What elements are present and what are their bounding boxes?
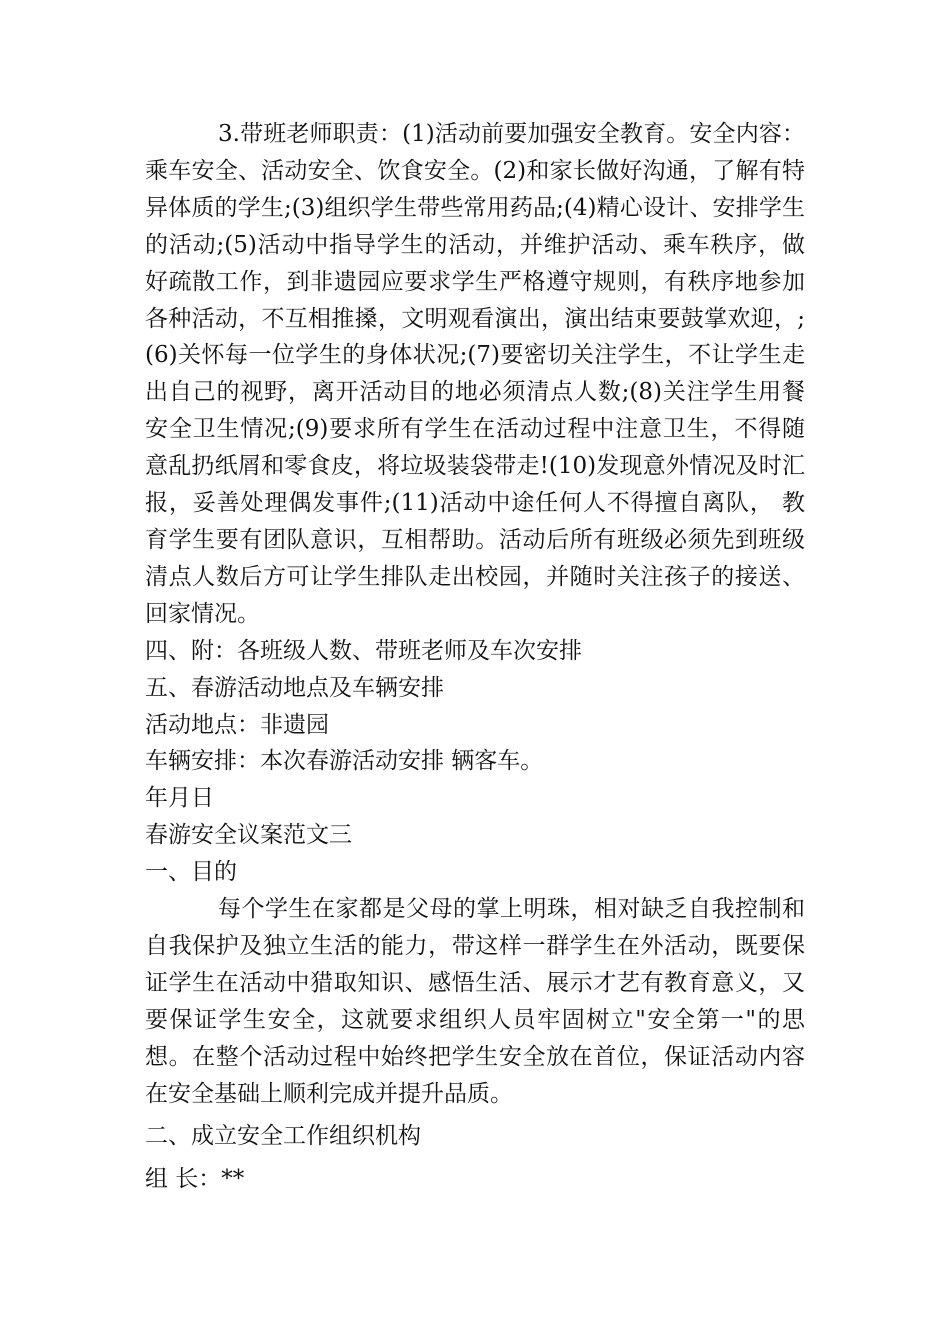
purpose-heading: 一、目的 — [145, 859, 237, 886]
team-leader-line: 组 长：** — [145, 1166, 245, 1193]
teacher-duties-paragraph: 3.带班老师职责：(1)活动前要加强安全教育。安全内容：乘车安全、活动安全、饮食安全。(2)和家长做好沟通，了解有特异体质的学生;(3)组织学生带些常用药品;(4)精心设计、安排学生的活动;(5)活动中指导学生的活动，并维护活动、乘车秩序，做好疏散工作，到非遗园应要求学生严格遵守规则，有秩序地参加各种活动，不互相推搡，文明观看演出，演出结束要鼓掌欢迎，;(6)关怀每一位学生的身体状况;(7)要密切关注学生，不让学生走出自己的视野，离开活动目的地必须清点人数;(8)关注学生用餐安全卫生情况;(9)要求所有学生在活动过程中注意卫生，不得随意乱扔纸屑和零食皮，将垃圾装袋带走!(10)发现意外情况及时汇报，妥善处理偶发事件;(11)活动中途任何人不得擅自离队， 教育学生要有团队意识，互相帮助。活动后所有班级必须先到班级清点人数后方可让学生排队走出校园，并随时关注孩子的接送、回家情况。 — [145, 121, 805, 627]
document-three-title: 春游安全议案范文三 — [145, 822, 352, 849]
section-four-heading: 四、附：各班级人数、带班老师及车次安排 — [145, 637, 582, 664]
activity-location-line: 活动地点：非遗园 — [145, 711, 329, 738]
organization-heading: 二、成立安全工作组织机构 — [145, 1123, 421, 1150]
section-five-heading: 五、春游活动地点及车辆安排 — [145, 674, 444, 701]
date-line: 年月日 — [145, 785, 214, 812]
purpose-paragraph: 每个学生在家都是父母的掌上明珠，相对缺乏自我控制和自我保护及独立生活的能力，带这样一群学生在外活动，既要保证学生在活动中猎取知识、感悟生活、展示才艺有教育意义，又要保证学生安全，这就要求组织人员牢固树立"安全第一"的思想。在整个活动过程中始终把学生安全放在首位，保证活动内容在安全基础上顺利完成并提升品质。 — [145, 896, 805, 1107]
document-body — [145, 116, 805, 1198]
vehicle-arrangement-line: 车辆安排：本次春游活动安排 辆客车。 — [145, 748, 544, 775]
